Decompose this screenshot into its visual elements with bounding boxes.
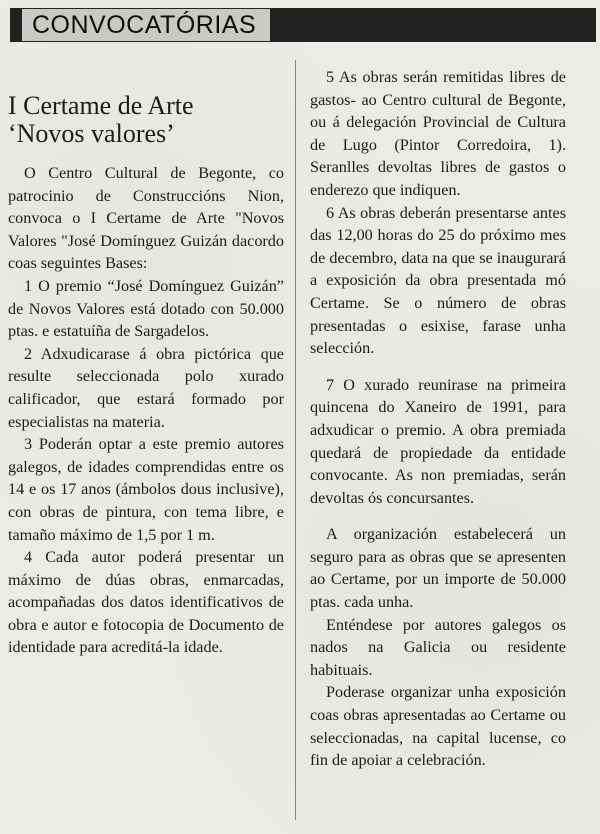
paragraph-base-6: 6 As obras deberán presentarse antes das 12,00 horas do 25 do próximo mes de decembro, data na que se inaugurará a exposición da obra presentada mó Certame. Se o número de obras presentadas o esixise, farase unha selección. bbox=[310, 203, 566, 358]
paragraph-base-2: 2 Adxudicarase á obra pictórica que resulte seleccionada polo xurado calificador, que estará formado por especialistas na materia. bbox=[8, 344, 284, 431]
article-title bbox=[8, 92, 284, 148]
paragraph-base-1: 1 O premio “José Domínguez Guizán” de Novos Valores está dotado con 50.000 ptas. e estatuíña de Sargadelos. bbox=[8, 276, 284, 341]
section-label: CONVOCATÓRIAS bbox=[22, 9, 270, 41]
column-divider bbox=[295, 60, 296, 820]
article-title-line-2: ‘Novos valores’ bbox=[8, 119, 175, 148]
article-column-left bbox=[8, 92, 284, 659]
paragraph-insurance: A organización estabelecerá un seguro para as obras que se apresenten ao Certame, por un importe de 50.000 ptas. cada unha. bbox=[310, 525, 566, 612]
article-column-right bbox=[310, 66, 566, 772]
paragraph-intro: O Centro Cultural de Begonte, co patrocinio de Construccións Nion, convoca o I Certame de Arte "Novos Valores "José Domínguez Guizán dacordo coas seguintes Bases: bbox=[8, 164, 284, 273]
paragraph-base-7: 7 O xurado reunirase na primeira quincena do Xaneiro de 1991, para adxudicar o premio. A obra premiada quedará de propiedade da entidade convocante. As non premiadas, serán devoltas ós concursantes. bbox=[310, 375, 566, 507]
paragraph-base-3: 3 Poderán optar a este premio autores galegos, de idades comprendidas entre os 14 e os 17 anos (ámbolos dous inclusive), con obras de pintura, con tema libre, e tamaño máximo de 1,5 por 1 m. bbox=[8, 435, 284, 544]
paragraph-galician-authors: Enténdese por autores galegos os nados na Galicia ou residente habituais. bbox=[310, 615, 566, 679]
article-title-line-1: I Certame de Arte bbox=[8, 91, 194, 120]
paragraph-base-5: 5 As obras serán remitidas libres de gastos- ao Centro cultural de Begonte, ou á delegación Provincial de Cultura de Lugo (Pintor Corredoira, 1). Seranlles devoltas libres de gastos o enderezo que indiquen. bbox=[310, 68, 566, 199]
paragraph-base-4: 4 Cada autor poderá presentar un máximo de dúas obras, enmarcadas, acompañadas dos datos identificativos de obra e autor e fotocopia de Documento de identidade para acreditá-la idade. bbox=[8, 548, 284, 657]
paragraph-exhibition: Poderase organizar unha exposición coas obras apresentadas ao Certame ou seleccionadas, na capital lucense, co fin de apoiar a celebración. bbox=[310, 683, 566, 770]
